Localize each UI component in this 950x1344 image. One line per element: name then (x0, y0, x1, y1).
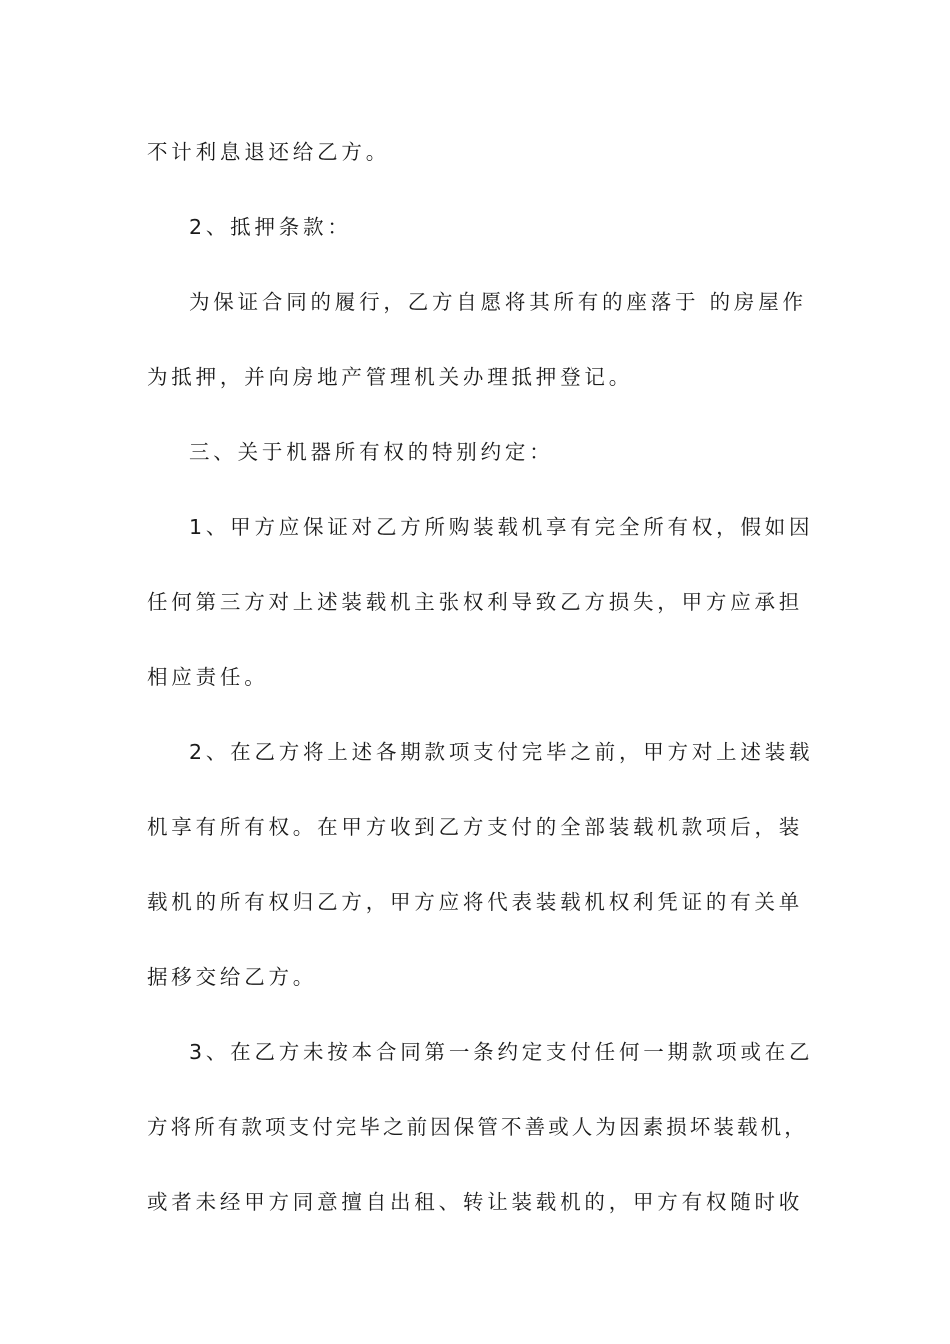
text-line: 方将所有款项支付完毕之前因保管不善或人为因素损坏装载机， (147, 1115, 808, 1139)
section-heading: 2、抵押条款： (189, 215, 352, 239)
text-line: 据移交给乙方。 (147, 965, 318, 989)
text-line: 相应责任。 (147, 665, 269, 689)
text-line: 1、甲方应保证对乙方所购装载机享有完全所有权，假如因 (189, 515, 814, 539)
text-line: 为抵押，并向房地产管理机关办理抵押登记。 (147, 365, 633, 389)
text-line: 2、在乙方将上述各期款项支付完毕之前，甲方对上述装载 (189, 740, 814, 764)
text-line: 载机的所有权归乙方，甲方应将代表装载机权利凭证的有关单 (147, 890, 804, 914)
text-line: 3、在乙方未按本合同第一条约定支付任何一期款项或在乙 (189, 1040, 814, 1064)
text-line: 或者未经甲方同意擅自出租、转让装载机的，甲方有权随时收 (147, 1190, 804, 1214)
text-line: 任何第三方对上述装载机主张权利导致乙方损失，甲方应承担 (147, 590, 804, 614)
text-line: 为保证合同的履行，乙方自愿将其所有的座落于 的房屋作 (189, 290, 807, 314)
text-line: 机享有所有权。在甲方收到乙方支付的全部装载机款项后，装 (147, 815, 804, 839)
section-heading: 三、关于机器所有权的特别约定： (189, 440, 554, 464)
text-line: 不计利息退还给乙方。 (147, 140, 390, 164)
